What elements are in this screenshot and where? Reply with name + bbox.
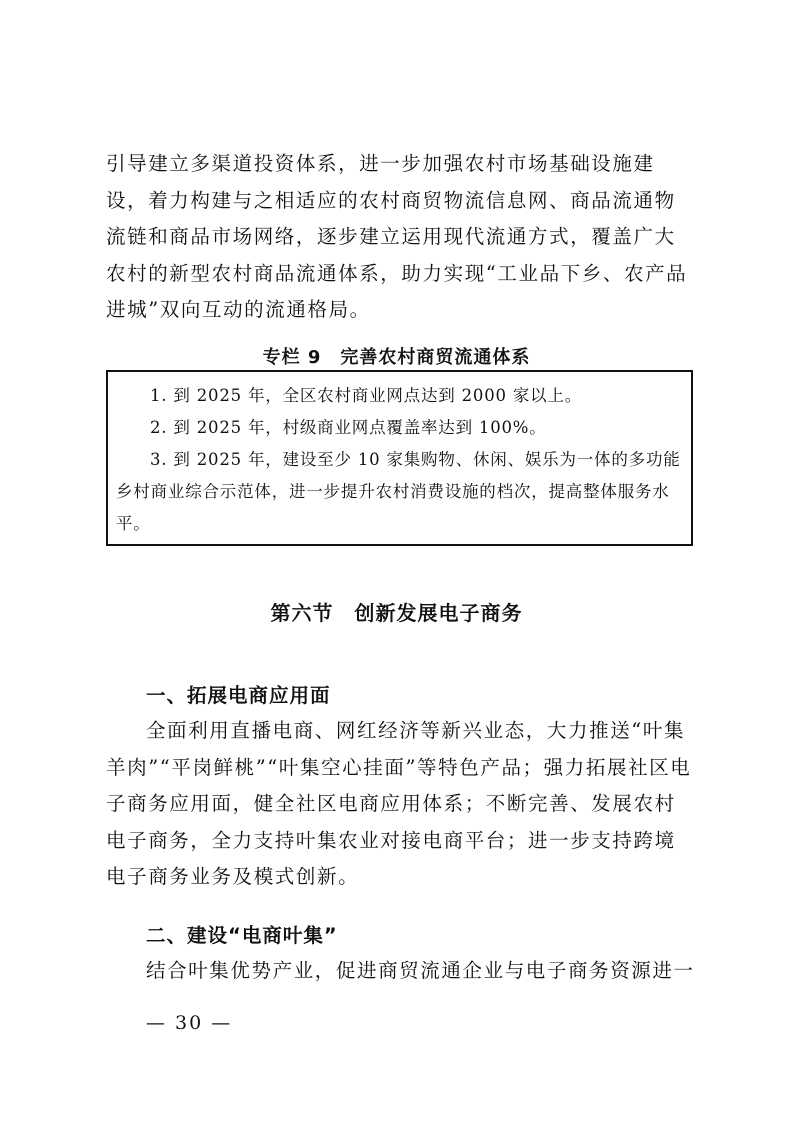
column-box [106, 370, 693, 546]
section-title: 第六节 创新发展电子商务 [270, 601, 523, 625]
top-paragraph [106, 146, 696, 329]
subsection-2-paragraph [106, 953, 696, 990]
subsection-title-2: 二、建设“电商叶集” [146, 924, 338, 947]
column-item-3: 3. 到 2025 年，建设至少 10 家集购物、休闲、娱乐为一体的多功能乡村商业综合示范体，进一步提升农村消费设施的档次，提高整体服务水平。 [116, 450, 681, 533]
column-title: 专栏 9 完善农村商贸流通体系 [262, 347, 531, 368]
top-paragraph-text: 引导建立多渠道投资体系，进一步加强农村市场基础设施建设，着力构建与之相适应的农村商贸物流信息网、商品流通物流链和商品市场网络，逐步建立运用现代流通方式，覆盖广大农村的新型农村商品流通体系，助力实现“工业品下乡、农产品进城”双向互动的流通格局。 [106, 152, 688, 321]
subsection-title-1: 一、拓展电商应用面 [146, 684, 331, 707]
column-item-2: 2. 到 2025 年，村级商业网点覆盖率达到 100%。 [150, 418, 547, 437]
column-item-1: 1. 到 2025 年，全区农村商业网点达到 2000 家以上。 [150, 386, 583, 405]
subsection-1-text: 全面利用直播电商、网红经济等新兴业态，大力推送“叶集羊肉”“平岗鲜桃”“叶集空心挂面”等特色产品；强力拓展社区电子商务应用面，健全社区电商应用体系；不断完善、发展农村电子商务，全力支持叶集农业对接电商平台；进一步支持跨境电子商务业务及模式创新。 [106, 719, 692, 888]
subsection-1-paragraph [106, 713, 696, 896]
page-number: — 30 — [146, 1012, 233, 1034]
subsection-2-text: 结合叶集优势产业，促进商贸流通企业与电子商务资源进一 [146, 959, 695, 982]
